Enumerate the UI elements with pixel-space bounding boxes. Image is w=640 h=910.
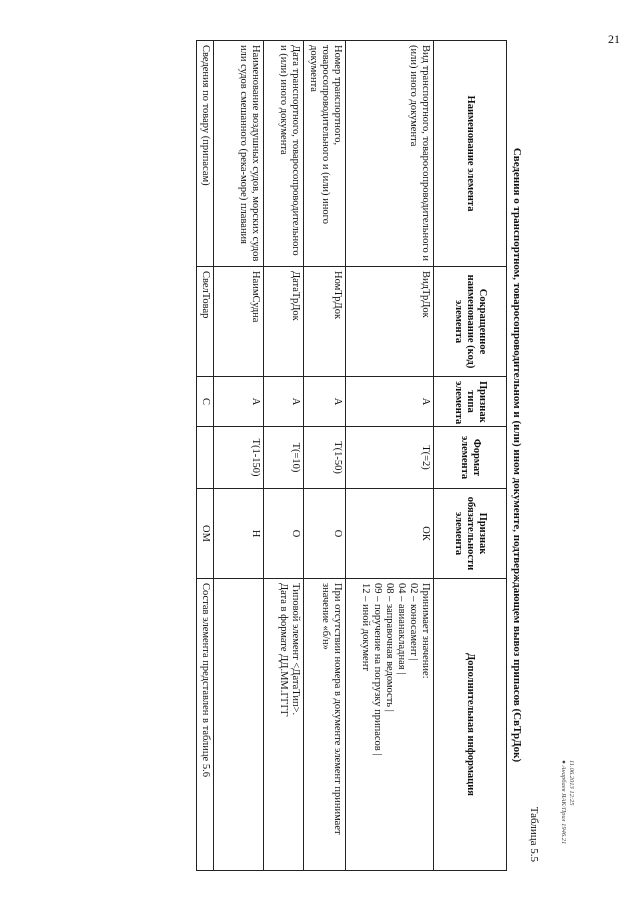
cell-info: При отсутствии номера в документе элемент принимает значение «б/н» — [304, 579, 346, 871]
info-line: 09 – поручение на погрузку припасов | — [372, 583, 383, 756]
page-number: 21 — [608, 32, 620, 46]
header-name: Наименование элемента — [434, 41, 507, 267]
cell-type: А — [214, 377, 264, 427]
table-header-row — [434, 41, 507, 871]
cell-name: Наименование воздушных судов, морских судов или судов смешанного (река-море) плавания — [214, 41, 264, 267]
cell-type: С — [197, 377, 214, 427]
elements-table — [196, 40, 507, 871]
cell-format — [197, 427, 214, 489]
cell-type: А — [346, 377, 434, 427]
info-line: Типовой элемент <ДатаТип>. — [290, 583, 301, 716]
info-line: 08 – заправочная ведомость | — [384, 583, 395, 712]
cell-name: Дата транспортного, товаросопроводительного и (или) иного документа — [264, 41, 304, 267]
cell-code: НаимСудна — [214, 267, 264, 377]
cell-format: T(1-150) — [214, 427, 264, 489]
table-caption: Таблица 5.5 — [528, 806, 540, 862]
info-line: Дата в формате ДД.ММ.ГГГГ — [278, 583, 289, 717]
cell-code: СвелТовар — [197, 267, 214, 377]
document-footer — [559, 760, 575, 910]
info-line: 04 – авианакладная | — [396, 583, 407, 675]
cell-type: А — [304, 377, 346, 427]
cell-name: Номер транспортного, товаросопроводительного и (или) иного документа — [304, 41, 346, 267]
header-code: Сокращенное наименование (код) элемента — [434, 267, 507, 377]
footer-timestamp: 11.06.2013 12:25 — [568, 760, 575, 806]
info-line: 12 – иной документ — [360, 583, 371, 671]
info-line: 02 – коносамент | — [408, 583, 419, 661]
header-required: Признак обязательности элемента — [434, 489, 507, 579]
header-format: Формат элемента — [434, 427, 507, 489]
cell-info: Состав элемента представлен в таблице 5.6 — [197, 579, 214, 871]
table-row — [346, 41, 434, 871]
header-info: Дополнительная информация — [434, 579, 507, 871]
header-type: Признак типа элемента — [434, 377, 507, 427]
table-row — [197, 41, 214, 871]
cell-info — [264, 579, 304, 871]
cell-info — [346, 579, 434, 871]
cell-name: Вид транспортного, товаросопроводительного и (или) иного документа — [346, 41, 434, 267]
rotated-table-block — [200, 40, 540, 870]
table-row — [264, 41, 304, 871]
cell-required: Н — [214, 489, 264, 579]
cell-format: T(1-50) — [304, 427, 346, 489]
info-line: Принимает значение: — [420, 583, 431, 679]
cell-required: ОК — [346, 489, 434, 579]
table-title: Сведения о транспортном, товаросопроводительном и (или) ином документе, подтверждающем вывоз припасов (СвТрДок) — [511, 147, 523, 763]
cell-required: О — [264, 489, 304, 579]
cell-code: ДатаТрДок — [264, 267, 304, 377]
cell-code: НомТрДок — [304, 267, 346, 377]
cell-code: ВидТрДок — [346, 267, 434, 377]
cell-required: ОМ — [197, 489, 214, 579]
table-row — [214, 41, 264, 871]
cell-name: Сведения по товару (припасам) — [197, 41, 214, 267]
cell-info — [214, 579, 264, 871]
cell-format: T(=2) — [346, 427, 434, 489]
table-row — [304, 41, 346, 871]
footer-file-path: ● Анарбаев ЯАК/Прил 1946.21 — [560, 760, 567, 845]
cell-format: T(=10) — [264, 427, 304, 489]
cell-required: О — [304, 489, 346, 579]
cell-type: А — [264, 377, 304, 427]
